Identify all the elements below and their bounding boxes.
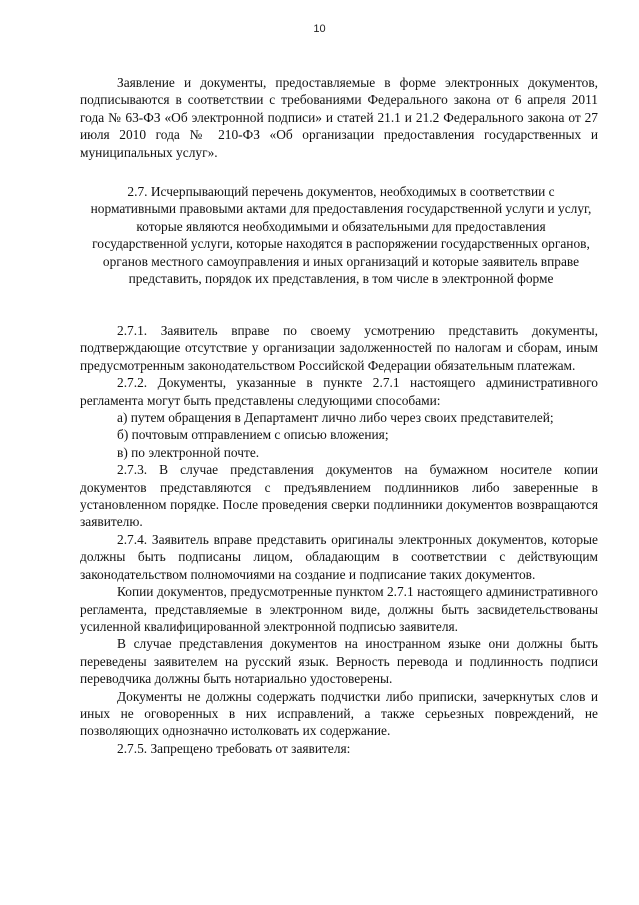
intro-paragraph: Заявление и документы, предоставляемые в форме электронных документов, подписываются в соответствии с требованиями Федерального закона от 6 апреля 2011 года № 63-ФЗ «Об электронной подписи» и статей 21.1 и 21.2 Федерального закона от 27 июля 2010 года № 210-ФЗ «Об организации предоставления государственных и муниципальных услуг». [80,75,598,160]
list-item-b: б) почтовым отправлением с описью вложения; [117,427,389,443]
list-item-a: а) путем обращения в Департамент лично либо через своих представителей; [117,410,554,426]
paragraph-2-7-1: 2.7.1. Заявитель вправе по своему усмотрению представить документы, подтверждающие отсутствие у организации задолженностей по налогам и сборам, иным предусмотренным законодательством Российской Федерации обязательным платежам. [80,323,598,373]
paragraph-2-7-4: 2.7.4. Заявитель вправе представить оригиналы электронных документов, которые должны быть подписаны лицом, обладающим в соответствии с действующим законодательством полномочиями на создание и подписание таких документов. [80,531,598,582]
paragraph-2-7-3: 2.7.3. В случае представления документов на бумажном носителе копии документов представляются с предъявлением подлинников либо заверенные в установленном порядке. После проведения сверки подлинники документов возвращаются заявителю. [80,462,598,530]
paragraph-2-7-5: 2.7.5. Запрещено требовать от заявителя: [117,740,351,756]
paragraph-2-7-2: 2.7.2. Документы, указанные в пункте 2.7.1 настоящего административного регламента могут быть представлены следующими способами: [80,375,598,408]
page-number: 10 [313,23,326,35]
paragraph-foreign-language: В случае представления документов на иностранном языке они должны быть переведены заявителем на русский язык. Верность перевода и подлинность подписи переводчика должны быть нотариально удостоверены. [80,636,598,687]
paragraph-copies: Копии документов, предусмотренные пунктом 2.7.1 настоящего административного регламента, представляемые в электронном виде, должны быть засвидетельствованы усиленной квалифицированной электронной подписью заявителя. [80,584,598,634]
body-block [80,322,598,757]
intro-block [80,74,598,161]
list-item-c: в) по электронной почте. [117,444,260,460]
paragraph-no-corrections: Документы не должны содержать подчистки либо приписки, зачеркнутых слов и иных не оговоренных в них исправлений, а также серьезных повреждений, не позволяющих однозначно истолковать их содержание. [80,688,598,739]
section-heading: 2.7. Исчерпывающий перечень документов, необходимых в соответствии с нормативными правовыми актами для предоставления государственной услуги и услуг, которые являются необходимыми и обязательными для предоставления государственной услуги, которые находятся в распоряжении государственных органов, органов местного самоуправления и иных организаций и которые заявитель вправе представить, порядок их представления, в том числе в электронной форме [90,184,592,287]
